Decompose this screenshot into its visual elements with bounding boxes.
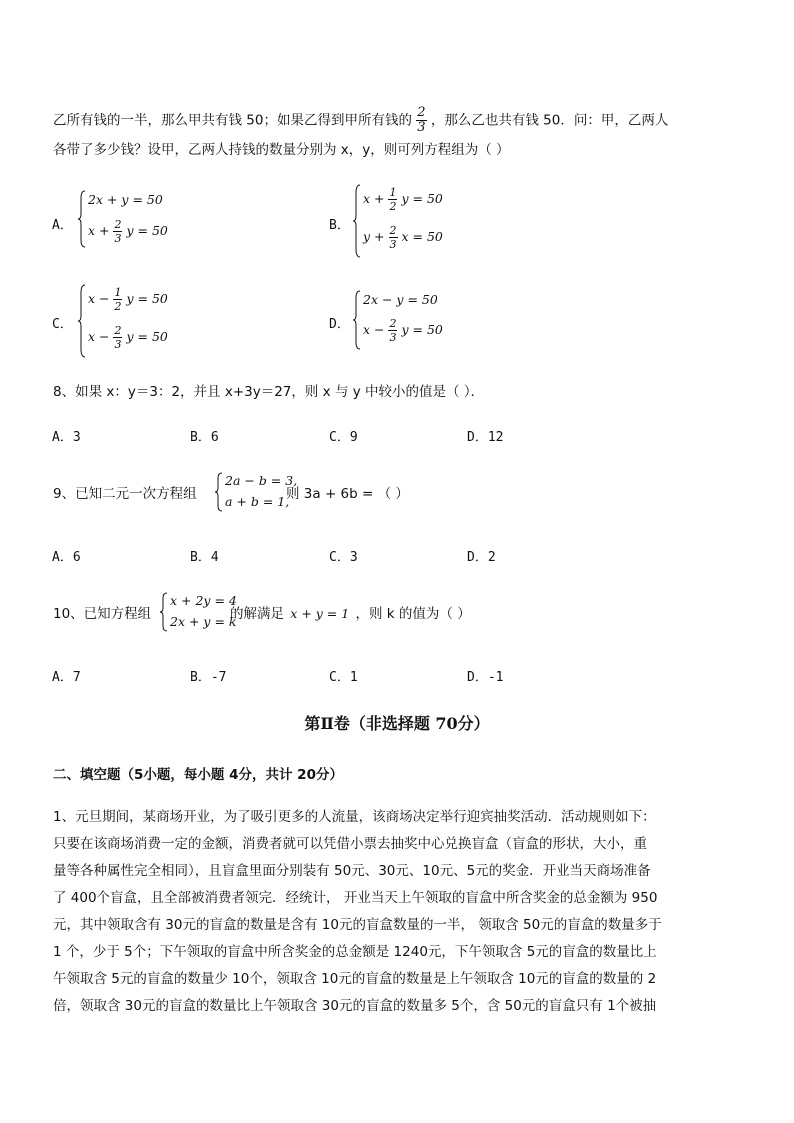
q7-b-eq1: x + $\frac{1}{2}$ y = 50	[363, 186, 443, 213]
q10-system	[160, 592, 237, 632]
q7-fraction: $\frac{2}{3}$	[417, 105, 426, 135]
q8-text: 8、如果 x：y＝3：2，并且 x+3y＝27，则 x 与 y 中较小的值是（ ）．	[53, 384, 485, 400]
q7-line1	[53, 106, 668, 135]
fill1-line: 了 400个盲盒，且全部被消费者领完．经统计， 开业当天上午领取的盲盒中所含奖金的总金额为 950	[53, 890, 658, 906]
q7-line1-part2: ，那么乙也共有钱 50．问：甲，乙两人	[430, 112, 669, 129]
q7-a-eq1: 2x + y = 50	[88, 192, 163, 207]
q7-option-b-label[interactable]: B．	[329, 218, 350, 233]
q7-c-eq1: x − $\frac{1}{2}$ y = 50	[88, 286, 168, 313]
q9-system	[215, 472, 298, 512]
q7-option-c-label[interactable]: C．	[52, 317, 73, 332]
q7-option-d-system[interactable]	[353, 290, 463, 350]
q7-line1-part1: 乙所有钱的一半，那么甲共有钱 50；如果乙得到甲所有钱的	[53, 112, 412, 129]
q10-text-mid: 的解满足	[230, 606, 284, 622]
section-title: 第Ⅱ卷（非选择题 70分）	[304, 714, 490, 733]
q9-option-b[interactable]: B．4	[190, 550, 219, 565]
q8-option-a[interactable]: A．3	[52, 430, 81, 445]
q7-option-b-system[interactable]	[353, 184, 463, 258]
q9-option-a[interactable]: A．6	[52, 550, 81, 565]
q9-option-d[interactable]: D．2	[467, 550, 496, 565]
brace-icon	[160, 592, 168, 632]
brace-icon	[353, 290, 361, 350]
q7-a-eq2: x + $\frac{2}{3}$ y = 50	[88, 218, 168, 245]
q7-line2: 各带了多少钱？设甲，乙两人持钱的数量分别为 x，y，则可列方程组为（ ）	[53, 142, 510, 158]
q10-condition: x + y = 1	[290, 606, 350, 621]
part-title: 二、填空题（5小题，每小题 4分，共计 20分）	[53, 767, 343, 783]
fill1-line: 倍，领取含 30元的盲盒的数量比上午领取含 30元的盲盒的数量多 5个，含 50元的盲盒只有 1个被抽	[53, 998, 657, 1014]
q10-eq1: x + 2y = 4	[170, 593, 237, 608]
q10-option-a[interactable]: A．7	[52, 670, 81, 685]
fill1-line: 元，其中领取含有 30元的盲盒的数量是含有 10元的盲盒数量的一半， 领取含 50元的盲盒的数量多于	[53, 917, 662, 933]
fill1-line: 量等各种属性完全相同），且盲盒里面分别装有 50元、30元、10元、5元的奖金．开业当天商场准备	[53, 863, 651, 879]
q10-text-post: ，则 k 的值为（ ）	[355, 606, 471, 622]
q7-option-a-system[interactable]	[78, 190, 188, 248]
q9-text-post: 则 3a + 6b = （ ）	[286, 486, 409, 502]
q10-text-tail	[230, 604, 471, 624]
q7-c-eq2: x − $\frac{2}{3}$ y = 50	[88, 324, 168, 351]
q10-option-d[interactable]: D．-1	[467, 670, 504, 685]
q8-option-b[interactable]: B．6	[190, 430, 219, 445]
brace-icon	[78, 284, 86, 358]
fill1-line: 1 个，少于 5个；下午领取的盲盒中所含奖金的总金额是 1240元，下午领取含 5元的盲盒的数量比上	[53, 944, 657, 960]
brace-icon	[78, 190, 86, 248]
q10-option-b[interactable]: B．-7	[190, 670, 227, 685]
q9-eq2: a + b = 1,	[225, 494, 290, 509]
q10-text-pre: 10、已知方程组	[53, 606, 152, 622]
brace-icon	[215, 472, 223, 512]
q7-b-eq2: y + $\frac{2}{3}$ x = 50	[363, 224, 443, 251]
q8-option-c[interactable]: C．9	[329, 430, 358, 445]
q7-d-eq1: 2x − y = 50	[363, 292, 438, 307]
q7-option-d-label[interactable]: D．	[329, 317, 350, 332]
q7-d-eq2: x − $\frac{2}{3}$ y = 50	[363, 317, 443, 344]
fill1-line: 只要在该商场消费一定的金额，消费者就可以凭借小票去抽奖中心兑换盲盒（盲盒的形状，大小，重	[53, 836, 647, 852]
q10-eq2: 2x + y = k	[170, 614, 237, 629]
q7-option-a-label[interactable]: A．	[52, 218, 73, 233]
fill1-line: 午领取含 5元的盲盒的数量少 10个，领取含 10元的盲盒的数量是上午领取含 10元的盲盒的数量的 2	[53, 971, 657, 987]
q8-option-d[interactable]: D．12	[467, 430, 504, 445]
brace-icon	[353, 184, 361, 258]
fill1-line: 1、元旦期间，某商场开业，为了吸引更多的人流量，该商场决定举行迎宾抽奖活动．活动规则如下：	[53, 809, 656, 825]
q9-option-c[interactable]: C．3	[329, 550, 358, 565]
q9-text-pre: 9、已知二元一次方程组	[53, 486, 197, 502]
q10-option-c[interactable]: C．1	[329, 670, 358, 685]
q9-eq1: 2a − b = 3,	[225, 473, 298, 488]
q7-option-c-system[interactable]	[78, 284, 188, 358]
fill-question-1	[53, 804, 753, 1020]
